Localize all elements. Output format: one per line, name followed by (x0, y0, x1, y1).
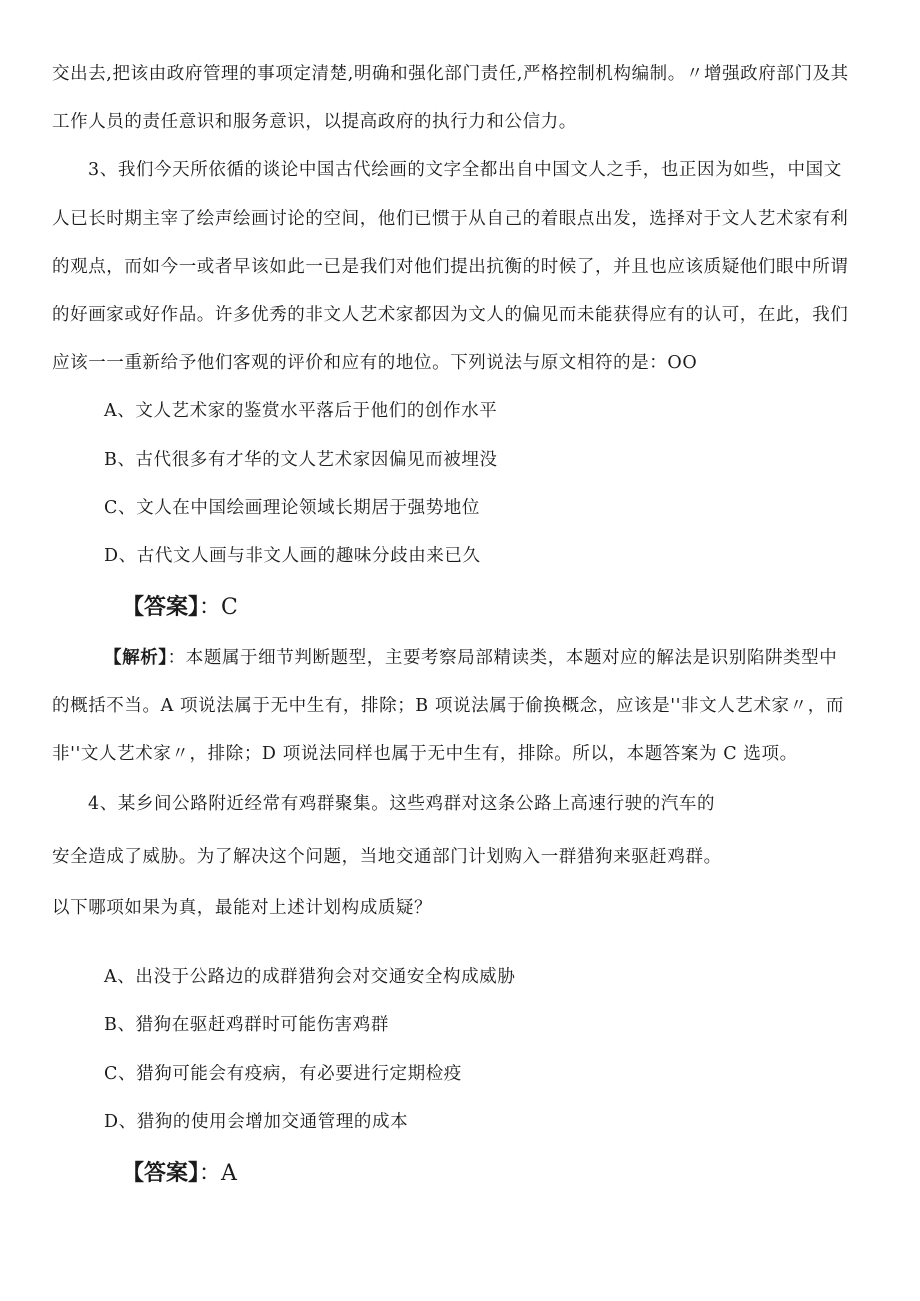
answer-value: ：C (199, 595, 238, 620)
answer-label: 【答案】 (122, 594, 200, 620)
question-3-text: 的好画家或好作品。许多优秀的非文人艺术家都因为文人的偏见而未能获得应有的认可，在此，我们 (52, 305, 849, 325)
question-4-text: 以下哪项如果为真，最能对上述计划构成质疑？ (52, 898, 433, 918)
q4-option-c: C、猎狗可能会有疫病，有必要进行定期检疫 (104, 1064, 462, 1084)
q4-option-a: A、出没于公路边的成群猎狗会对交通安全构成威胁 (104, 967, 516, 987)
question-4-text: 4、某乡间公路附近经常有鸡群聚集。这些鸡群对这条公路上高速行驶的汽车的 (88, 794, 716, 814)
paragraph-line: 交出去,把该由政府管理的事项定清楚,明确和强化部门责任,严格控制机构编制。〃增强政府部门及其 (52, 64, 849, 84)
q4-option-d: D、猎狗的使用会增加交通管理的成本 (104, 1112, 409, 1132)
q3-option-b: B、古代很多有才华的文人艺术家因偏见而被埋没 (104, 450, 498, 470)
question-3-text: 的观点，而如今一或者早该如此一已是我们对他们提出抗衡的时候了，并且也应该质疑他们眼中所谓 (52, 257, 849, 277)
analysis-label: 【解析】 (104, 648, 168, 668)
q4-option-b: B、猎狗在驱赶鸡群时可能伤害鸡群 (104, 1015, 389, 1035)
paragraph-line: 工作人员的责任意识和服务意识，以提高政府的执行力和公信力。 (52, 112, 577, 132)
analysis-text: 非''文人艺术家〃，排除；D 项说法同样也属于无中生有，排除。所以，本题答案为 C 选项。 (52, 744, 798, 764)
q3-analysis (104, 646, 837, 670)
q3-option-c: C、文人在中国绘画理论领域长期居于强势地位 (104, 498, 480, 518)
q4-answer (122, 1158, 237, 1189)
question-3-text: 应该一一重新给予他们客观的评价和应有的地位。下列说法与原文相符的是：OO (52, 353, 698, 373)
q3-answer (122, 592, 238, 623)
analysis-text: 的概括不当。A 项说法属于无中生有，排除；B 项说法属于偷换概念，应该是''非文人艺术家〃，而 (52, 696, 844, 716)
question-3-text: 3、我们今天所依循的谈论中国古代绘画的文字全都出自中国文人之手，也正因为如些，中国文 (88, 160, 842, 180)
q3-option-d: D、古代文人画与非文人画的趣味分歧由来已久 (104, 546, 481, 566)
answer-value: ：A (199, 1161, 237, 1186)
analysis-text: ：本题属于细节判断题型，主要考察局部精读类，本题对应的解法是识别陷阱类型中 (167, 648, 838, 668)
question-3-text: 人已长时期主宰了绘声绘画讨论的空间，他们已惯于从自己的着眼点出发，选择对于文人艺术家有利 (52, 209, 849, 229)
q3-option-a: A、文人艺术家的鉴赏水平落后于他们的创作水平 (104, 401, 498, 421)
answer-label: 【答案】 (122, 1160, 200, 1186)
question-4-text: 安全造成了威胁。为了解决这个问题，当地交通部门计划购入一群猎狗来驱赶鸡群。 (52, 847, 722, 867)
